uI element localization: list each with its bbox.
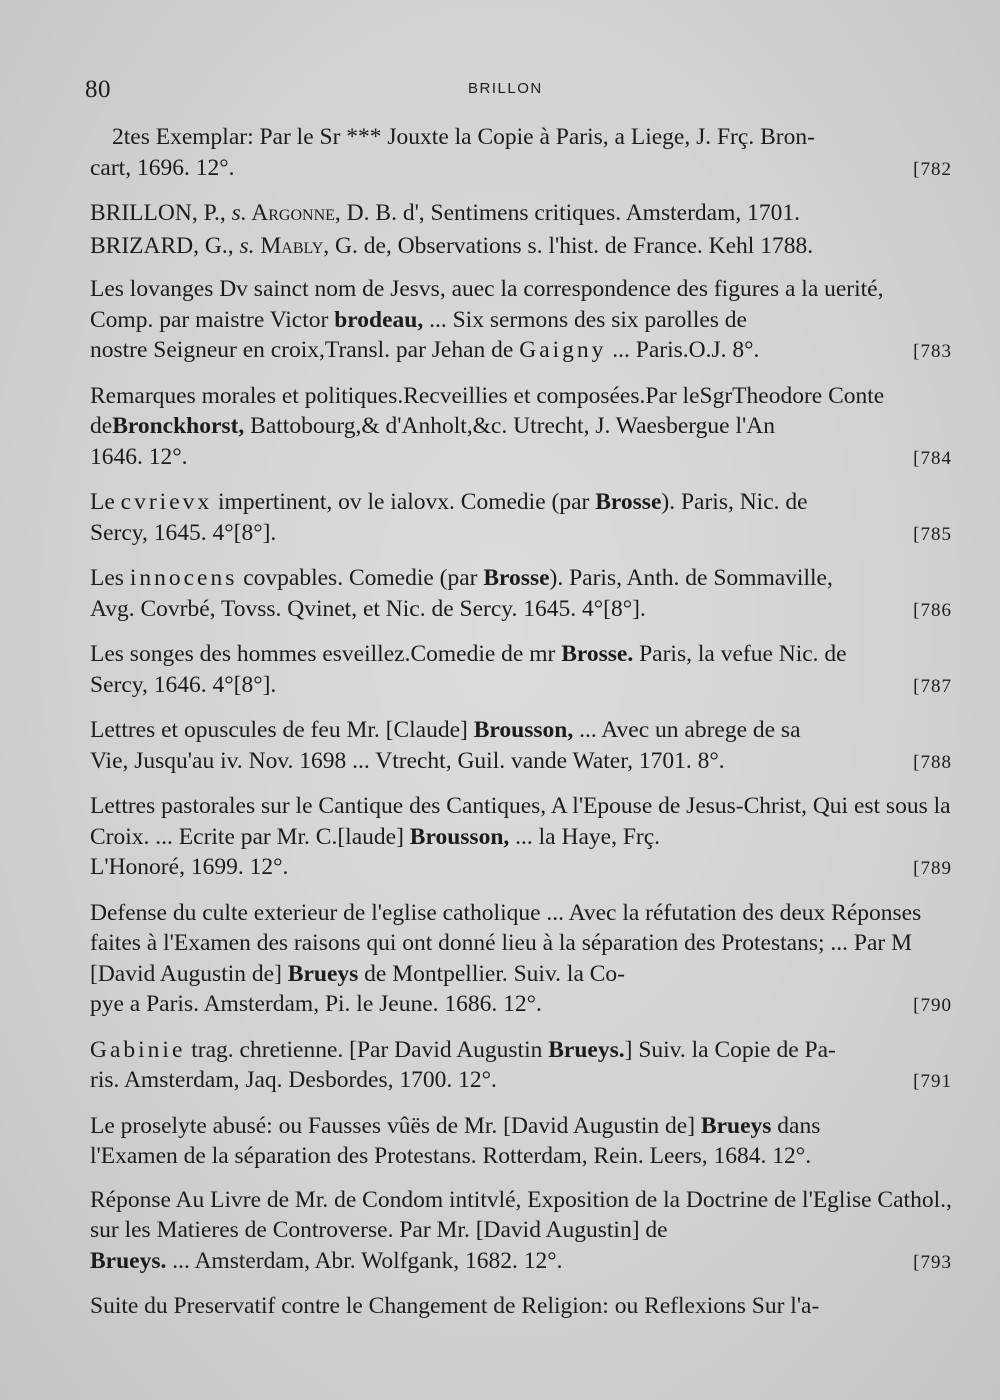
entry-text: Lettres pastorales sur le Cantique des Cantiques, A l'Epouse de Jesus-Christ, Qui est sous la Croix. ... Ecrite par Mr. C.[laude]	[90, 793, 951, 850]
entry-text: dans	[771, 1112, 821, 1139]
catalog-entry	[90, 1111, 952, 1172]
entry-text: Lettres et opuscules de feu Mr. [Claude]	[90, 717, 474, 743]
entry-text: ... Avec un abrege de sa	[573, 717, 801, 743]
running-title: BRILLON	[468, 80, 543, 97]
spaced-title: cvrievx	[120, 489, 213, 515]
entry-tail	[90, 594, 952, 627]
entry-text: 2tes Exemplar: Par le Sr *** Jouxte la Copie à Paris, a Liege, J. Frç. Bron-	[112, 124, 815, 150]
entry-text: ... Paris.O.J. 8°.	[606, 337, 760, 363]
author-name: Brousson,	[409, 823, 510, 850]
author-name: Brueys	[700, 1112, 772, 1139]
entry-text: ... Amsterdam, Abr. Wolfgank, 1682. 12°.	[166, 1247, 563, 1274]
see-reference: s.	[239, 232, 255, 259]
entry-number: [786	[913, 599, 952, 621]
entry-text: BRILLON, P.,	[90, 200, 232, 226]
entry-tail	[90, 746, 952, 779]
entry-tail	[90, 518, 952, 551]
entry-tail	[90, 989, 952, 1022]
entry-text: l'Examen de la séparation des Protestans. Rotterdam, Rein. Leers, 1684. 12°.	[90, 1143, 812, 1169]
catalog-entry	[90, 791, 952, 885]
entry-tail	[90, 442, 952, 475]
author-name: Brosse	[483, 565, 550, 591]
spaced-title: Gabinie	[90, 1036, 186, 1063]
author-name: Brueys.	[548, 1036, 625, 1063]
entry-text: ... la Haye, Frç.	[509, 823, 661, 850]
entry-text: Sercy, 1646. 4°[8°].	[90, 671, 277, 698]
entry-text: Le proselyte abusé: ou Fausses vûës de Mr. [David Augustin de]	[90, 1112, 701, 1139]
cross-reference-name: Mably	[254, 232, 324, 259]
entry-number: [789	[913, 858, 952, 879]
entry-text: pye a Paris. Amsterdam, Pi. le Jeune. 1686. 12°.	[90, 991, 542, 1017]
entry-text: Les lovanges Dv sainct nom de Jesvs, auec la correspondence des figures a la uerité, Comp. par maistre Victor	[90, 276, 884, 333]
entry-number: [787	[913, 675, 952, 697]
entry-number: [782	[913, 158, 952, 180]
entry-text: nostre Seigneur en croix,Transl. par Jehan de	[90, 337, 520, 363]
catalog-entry	[90, 381, 952, 475]
entry-text: trag. chretienne. [Par David Augustin	[185, 1036, 549, 1063]
entry-number: [791	[913, 1071, 952, 1092]
entry-text: covpables. Comedie (par	[237, 565, 484, 591]
entry-text: Vie, Jusqu'au iv. Nov. 1698 ... Vtrecht, Guil. vande Water, 1701. 8°.	[90, 747, 725, 774]
entry-text: Les	[90, 565, 130, 591]
entry-tail	[90, 335, 952, 368]
entry-tail	[90, 153, 952, 186]
author-name: brodeau,	[334, 306, 424, 333]
entry-text: cart, 1696. 12°.	[90, 154, 235, 181]
catalog-entry	[90, 122, 952, 185]
entry-number: [788	[913, 751, 952, 773]
catalog-entry	[90, 231, 952, 262]
entry-number: [790	[913, 995, 952, 1016]
author-name: Brousson,	[473, 717, 574, 743]
author-name: Brosse	[595, 489, 662, 515]
entry-text: de Montpellier. Suiv. la Co-	[358, 960, 626, 987]
entry-number: [783	[913, 341, 952, 362]
entry-text: Les songes des hommes esveillez.Comedie de mr	[90, 641, 562, 667]
entry-text: ... Six sermons des six parolles de	[423, 306, 747, 333]
catalog-entry	[90, 198, 952, 229]
entry-number: [784	[913, 447, 952, 469]
see-reference: s.	[231, 200, 247, 226]
spaced-title: innocens	[129, 565, 238, 591]
entry-tail	[90, 1065, 952, 1098]
entry-text: 1646. 12°.	[90, 443, 188, 470]
catalog-entry	[90, 563, 952, 626]
catalog-entry	[90, 639, 952, 702]
catalog-entry	[90, 274, 952, 368]
author-name: Brueys.	[90, 1247, 167, 1274]
entry-text: ris. Amsterdam, Jaq. Desbordes, 1700. 12°.	[90, 1067, 497, 1093]
entry-number: [793	[913, 1251, 952, 1273]
catalog-body	[90, 122, 952, 1335]
entry-text: Battobourg,& d'Anholt,&c. Utrecht, J. Waesbergue l'An	[244, 413, 775, 439]
page-number: 80	[85, 76, 111, 103]
cross-reference-name: Argonne	[246, 200, 335, 226]
entry-text: Suite du Preservatif contre le Changement de Religion: ou Reflexions Sur l'a-	[90, 1293, 820, 1319]
entry-text: BRIZARD, G.,	[90, 232, 240, 259]
entry-text: Avg. Covrbé, Tovss. Qvinet, et Nic. de Sercy. 1645. 4°[8°].	[90, 595, 646, 622]
catalog-entry	[90, 1185, 952, 1279]
entry-text: Defense du culte exterieur de l'eglise catholique ... Avec la réfutation des deux Réponses faites à l'Examen des raisons qui ont donné lieu à la séparation des Protestans; ... Par M [David Augustin de]	[90, 899, 922, 987]
entry-text: Réponse Au Livre de Mr. de Condom intitvlé, Exposition de la Doctrine de l'Eglise Cathol., sur les Matieres de Controverse. Par Mr. [David Augustin] de	[90, 1186, 952, 1243]
entry-text: ). Paris, Anth. de Sommaville,	[549, 565, 833, 591]
entry-text: impertinent, ov le ialovx. Comedie (par	[212, 489, 596, 515]
entry-tail	[90, 1246, 952, 1279]
entry-tail	[90, 852, 952, 885]
entry-text: L'Honoré, 1699. 12°.	[90, 854, 289, 880]
entry-text: ] Suiv. la Copie de Pa-	[624, 1036, 836, 1063]
entry-text: Remarques morales et politiques.Recveillies et composées.Par leSgrTheodore Conte de	[90, 382, 885, 439]
catalog-entry	[90, 487, 952, 550]
entry-text: Paris, la vefue Nic. de	[633, 641, 847, 667]
entry-number: [785	[913, 523, 952, 545]
catalog-entry	[90, 1035, 952, 1098]
entry-text: ). Paris, Nic. de	[661, 489, 808, 515]
entry-text: Le	[90, 489, 121, 515]
catalog-entry	[90, 715, 952, 778]
spaced-name: Gaigny	[519, 337, 607, 363]
entry-text: Sercy, 1645. 4°[8°].	[90, 519, 277, 546]
catalog-entry	[90, 1291, 952, 1322]
author-name: Brueys	[287, 960, 359, 987]
entry-text: , G. de, Observations s. l'hist. de France. Kehl 1788.	[323, 232, 814, 259]
author-name: Bronckhorst,	[112, 413, 245, 439]
author-name: Brosse.	[561, 641, 634, 667]
catalog-entry	[90, 898, 952, 1022]
entry-text: , D. B. d', Sentimens critiques. Amsterdam, 1701.	[334, 200, 800, 226]
entry-tail	[90, 670, 952, 703]
